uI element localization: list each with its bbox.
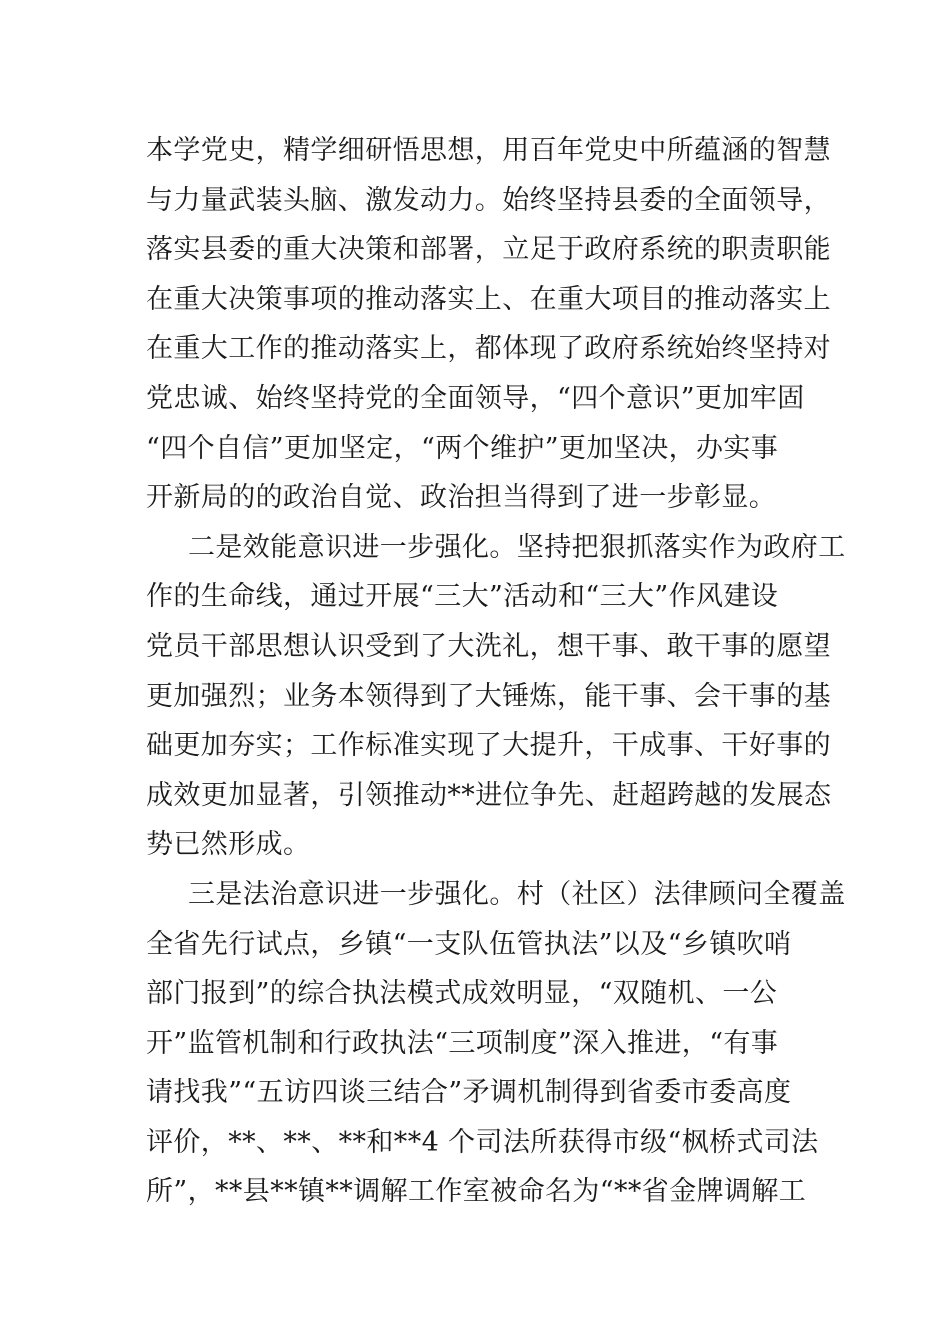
text-line: 开”监管机制和行政执法“三项制度”深入推进，“有事 bbox=[146, 1027, 779, 1059]
text-line: 在重大决策事项的推动落实上、在重大项目的推动落实上 bbox=[146, 283, 831, 315]
text-line: 作的生命线，通过开展“三大”活动和“三大”作风建设 bbox=[146, 581, 779, 613]
text-line: 势已然形成。 bbox=[146, 829, 311, 861]
text-line: 落实县委的重大决策和部署，立足于政府系统的职责职能 bbox=[146, 234, 831, 266]
text-line: “四个自信”更加坚定，“两个维护”更加坚决，办实事 bbox=[146, 432, 779, 464]
text-line: 请找我”“五访四谈三结合”矛调机制得到省委市委高度 bbox=[146, 1077, 792, 1109]
paragraph-start-line: 二是效能意识进一步强化。坚持把狠抓落实作为政府工 bbox=[188, 531, 846, 563]
text-line: 成效更加显著，引领推动**进位争先、赶超跨越的发展态 bbox=[146, 779, 832, 811]
text-line: 础更加夯实；工作标准实现了大提升，干成事、干好事的 bbox=[146, 730, 831, 762]
text-line: 与力量武装头脑、激发动力。始终坚持县委的全面领导， bbox=[146, 184, 831, 216]
text-line: 全省先行试点，乡镇“一支队伍管执法”以及“乡镇吹哨 bbox=[146, 928, 792, 960]
text-line: 部门报到”的综合执法模式成效明显，“双随机、一公 bbox=[146, 978, 778, 1010]
text-line: 更加强烈；业务本领得到了大锤炼，能干事、会干事的基 bbox=[146, 680, 831, 712]
body-text bbox=[146, 126, 846, 1217]
text-line: 所”，**县**镇**调解工作室被命名为“**省金牌调解工 bbox=[146, 1176, 807, 1208]
text-line: 党员干部思想认识受到了大洗礼，想干事、敢干事的愿望 bbox=[146, 630, 831, 662]
text-line: 党忠诚、始终坚持党的全面领导，“四个意识”更加牢固 bbox=[146, 382, 805, 414]
text-line: 在重大工作的推动落实上，都体现了政府系统始终坚持对 bbox=[146, 333, 831, 365]
text-line: 评价，**、**、**和**4 个司法所获得市级“枫桥式司法 bbox=[146, 1126, 819, 1158]
text-line: 开新局的的政治自觉、政治担当得到了进一步彰显。 bbox=[146, 482, 777, 514]
paragraph-start-line: 三是法治意识进一步强化。村（社区）法律顾问全覆盖 bbox=[188, 878, 846, 910]
text-line: 本学党史，精学细研悟思想，用百年党史中所蕴涵的智慧 bbox=[146, 135, 831, 166]
